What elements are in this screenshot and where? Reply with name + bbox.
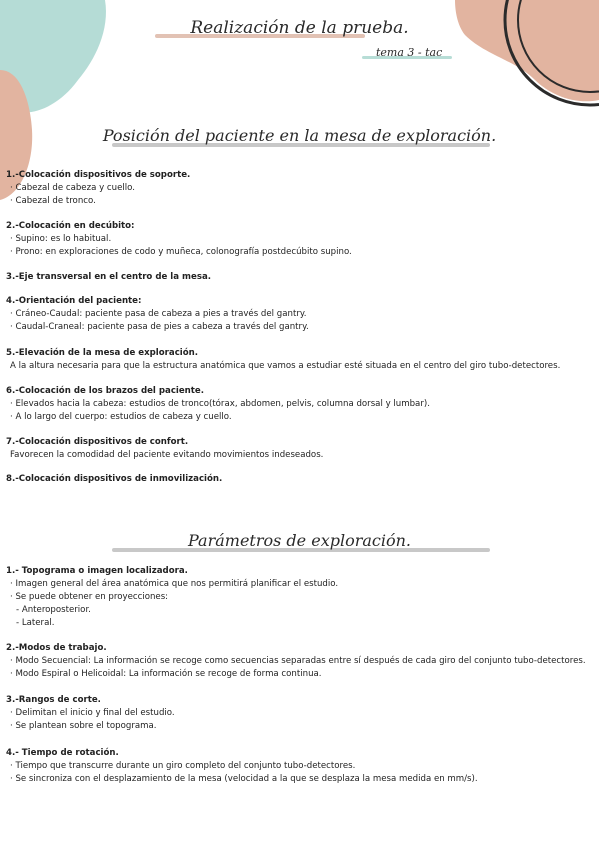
paragraph: A la altura necesaria para que la estructura anatómica que vamos a estudiar esté situada en el centro del giro tubo-detectores. <box>10 361 561 371</box>
section-title: 1.-Colocación dispositivos de soporte. <box>6 170 191 180</box>
list-item: · Elevados hacia la cabeza: estudios de tronco(tórax, abdomen, pelvis, columna dorsal y lumbar). <box>10 399 430 409</box>
list-item: · Prono: en exploraciones de codo y muñeca, colonografía postdecúbito supino. <box>10 247 352 257</box>
section-title: 2.-Colocación en decúbito: <box>6 221 135 231</box>
section-title: 7.-Colocación dispositivos de confort. <box>6 437 189 447</box>
section-title: 3.-Rangos de corte. <box>6 695 101 705</box>
section-tiempo-rotacion <box>6 747 596 786</box>
section-title: 3.-Eje transversal en el centro de la mesa. <box>6 272 212 282</box>
list-item: · Modo Secuencial: La información se recoge como secuencias separadas entre sí después de cada giro del conjunto tubo-detectores. <box>10 656 586 666</box>
list-item: · Caudal-Craneal: paciente pasa de pies a cabeza a través del gantry. <box>10 322 309 332</box>
list-item: · Cabezal de cabeza y cuello. <box>10 183 135 193</box>
part1-heading: Posición del paciente en la mesa de exploración. <box>102 126 497 145</box>
section-confort <box>6 436 596 462</box>
section-title: 6.-Colocación de los brazos del paciente. <box>6 386 205 396</box>
sub-list-item: - Lateral. <box>16 618 55 628</box>
section-elevacion <box>6 347 596 373</box>
list-item: · Tiempo que transcurre durante un giro completo del conjunto tubo-detectores. <box>10 761 356 771</box>
list-item: · Modo Espiral o Helicoidal: La información se recoge de forma continua. <box>10 669 322 679</box>
section-title: 2.-Modos de trabajo. <box>6 643 107 653</box>
list-item: · A lo largo del cuerpo: estudios de cabeza y cuello. <box>10 412 232 422</box>
section-brazos <box>6 385 596 424</box>
section-title: 5.-Elevación de la mesa de exploración. <box>6 348 199 358</box>
paragraph: Favorecen la comodidad del paciente evitando movimientos indeseados. <box>10 450 324 460</box>
list-item: · Imagen general del área anatómica que nos permitirá planificar el estudio. <box>10 579 339 589</box>
list-item: · Se plantean sobre el topograma. <box>10 721 157 731</box>
topic-tag: tema 3 - tac <box>376 46 443 59</box>
section-decubito <box>6 220 596 259</box>
list-item: · Cabezal de tronco. <box>10 196 96 206</box>
section-soporte <box>6 169 596 208</box>
list-item: · Cráneo-Caudal: paciente pasa de cabeza a pies a través del gantry. <box>10 309 307 319</box>
section-title: 1.- Topograma o imagen localizadora. <box>6 566 188 576</box>
page-title: Realización de la prueba. <box>190 18 409 38</box>
list-item: · Delimitan el inicio y final del estudio. <box>10 708 175 718</box>
part2-heading: Parámetros de exploración. <box>188 531 411 550</box>
section-eje <box>6 271 596 284</box>
section-title: 8.-Colocación dispositivos de inmovilización. <box>6 474 223 484</box>
list-item: · Se sincroniza con el desplazamiento de la mesa (velocidad a la que se desplaza la mesa medida en mm/s). <box>10 774 478 784</box>
section-rangos <box>6 694 596 733</box>
sub-list-item: - Anteroposterior. <box>16 605 91 615</box>
list-item: · Supino: es lo habitual. <box>10 234 112 244</box>
section-inmovilizacion <box>6 473 596 486</box>
section-title: 4.-Orientación del paciente: <box>6 296 142 306</box>
section-title: 4.- Tiempo de rotación. <box>6 748 119 758</box>
section-topograma <box>6 565 596 630</box>
section-orientacion <box>6 295 596 334</box>
list-item: · Se puede obtener en proyecciones: <box>10 592 169 602</box>
section-modos <box>6 642 596 681</box>
